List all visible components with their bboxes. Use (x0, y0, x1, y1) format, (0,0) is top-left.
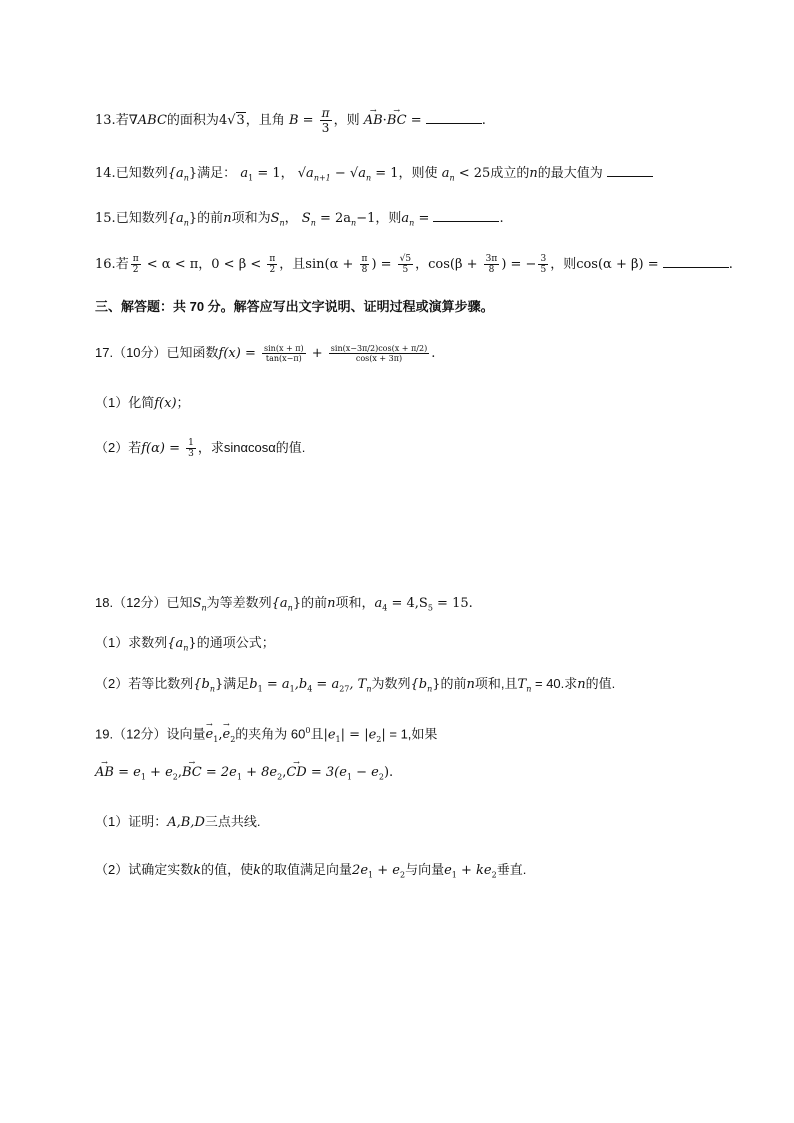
question-18: 18.（12分）已知$S_n$为等差数列$\{a_n\}$的前n项和，$a_4 = 4,S_5 = 15$. (95, 595, 473, 613)
question-19-part-1: （1）证明：A,B,D三点共线. (95, 814, 261, 830)
q13-number: 13. (95, 113, 116, 128)
question-19: 19.（12分）设向量→ $e_1,\to e_2$的夹角为 $60^0$且$|e_1| = |e_2| = 1$,如果 (95, 722, 437, 749)
answer-blank-15[interactable] (433, 209, 499, 222)
section-heading: 三、解答题：共 70 分。解答应写出文字说明、证明过程或演算步骤。 (95, 299, 494, 314)
question-17-part-2: （2）若f(α) = $\frac{1}{3}$ ，求sinαcosα的值. (95, 438, 306, 459)
triangle-label: ∇ABC (128, 113, 167, 128)
question-16: 16.若 $\frac{\pi}{2}$ < α < π，0 < β < $\frac{\pi}{2}$ ，且sin(α + $\frac{\pi}{8}$ ) = $\frac{√5}{5}$ ，cos(β + $\frac{3\pi}{8}$ ) = − $\frac{3}{5}$ ，则cos(α + β) = . (95, 254, 733, 275)
pi-over-3: $\frac{\pi}{3}$ (321, 106, 330, 135)
vector-bc: → BC (387, 112, 407, 130)
question-17: 17.（10分）已知函数f(x) = $\frac{\sin(x + \pi)}{\tan(x-\pi)}$ + $\frac{\sin(x-3\pi/2)\cos(x + \pi/2)}{\cos(x + 3\pi)}$ . (95, 344, 436, 363)
question-19-vectors: → AB = $e_1 + e_2,\to$ BC = $2e_1 + 8e_2,\to$ CD = $3(e_1 - e_2)$. (95, 764, 393, 787)
question-17-part-1: （1）化简f(x)； (95, 395, 190, 411)
answer-blank-14[interactable] (607, 164, 653, 177)
question-15: 15.已知数列$\{a_n\}$的前n项和为$S_n$， $S_n = 2a_n-1$，则$a_n$ = . (95, 210, 504, 228)
question-19-part-2: （2）试确定实数k的值，使k的取值满足向量$2e_1 + e_2$与向量$e_1 + ke_2$垂直. (95, 862, 527, 880)
answer-blank-13[interactable] (426, 111, 482, 124)
vector-ab: → AB (364, 112, 383, 130)
question-18-part-1: （1）求数列$\{a_n\}$的通项公式； (95, 635, 275, 653)
question-18-part-2: （2）若等比数列$\{b_n\}$满足$b_1 = a_1,b_4 = a_{27}$, $T_n$为数列$\{b_n\}$的前n项和,且$T_n = 40$.求n的值. (95, 676, 616, 694)
question-14: 14.已知数列$\{a_n\}$满足： $a_1 = 1$， $√a_{n+1} - √a_n = 1$，则使 $a_n < 25$成立的n的最大值为 (95, 164, 653, 188)
question-13: 13.若∇ABC的面积为4√3，且角 B = $\frac{\pi}{3}$ ，则 → AB·→ BC = . (95, 106, 486, 135)
answer-blank-16[interactable] (663, 255, 729, 268)
